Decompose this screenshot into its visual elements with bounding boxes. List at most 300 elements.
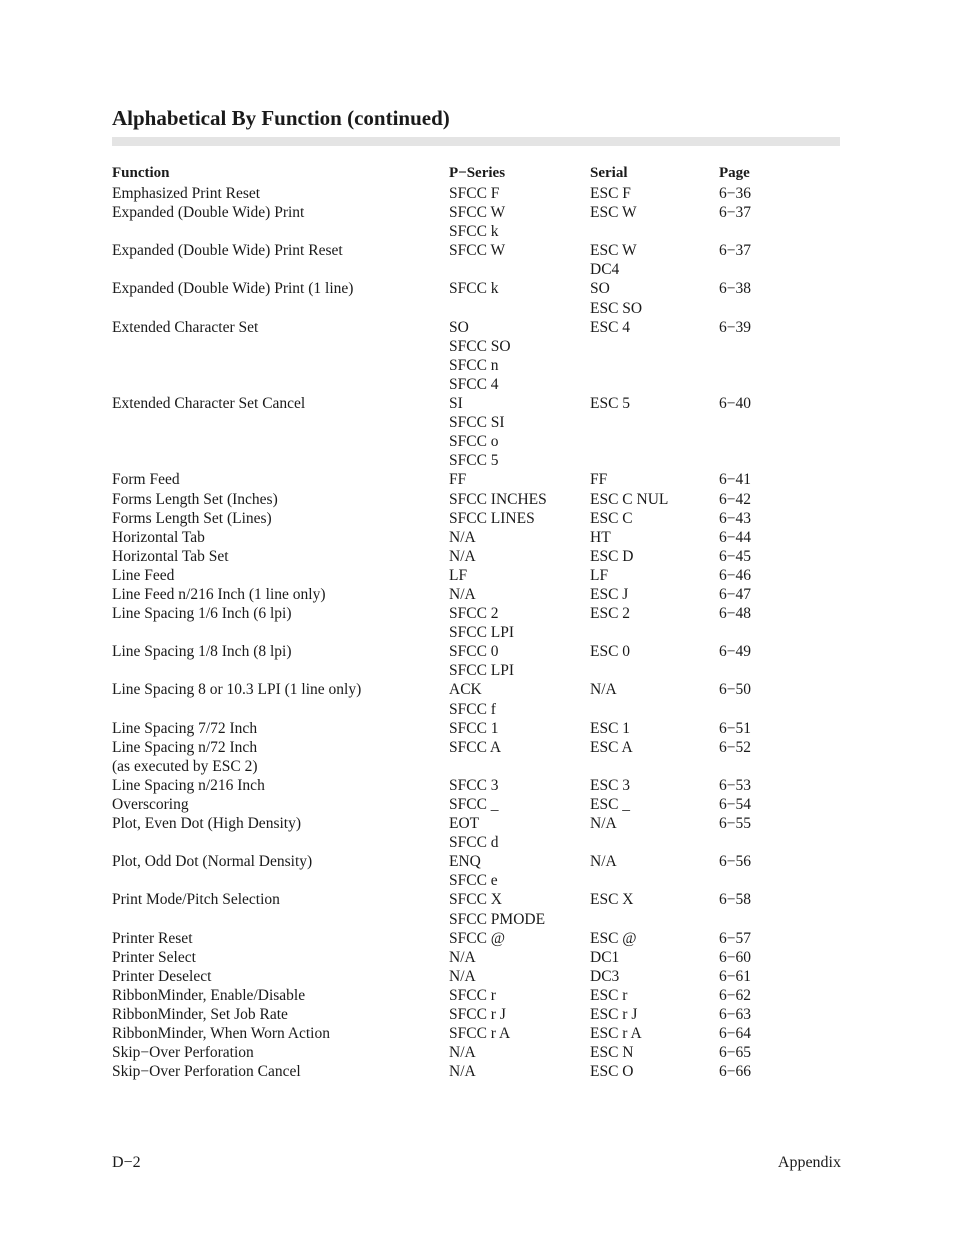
cell-page: [719, 604, 799, 642]
cell-pseries: [449, 394, 590, 470]
cell-page: [719, 490, 799, 509]
cell-pseries: [449, 776, 590, 795]
cell-line: Extended Character Set: [112, 318, 259, 336]
cell-line: (as executed by ESC 2): [112, 757, 258, 775]
cell-serial: [590, 642, 719, 680]
cell-function: [112, 814, 449, 852]
cell-serial: [590, 1005, 719, 1024]
cell-line: LF: [449, 566, 468, 584]
cell-pseries: [449, 279, 590, 317]
cell-line: SFCC W: [449, 242, 506, 260]
cell-line: SFCC 2: [449, 605, 499, 623]
cell-line: SFCC LPI: [449, 624, 515, 642]
table-row: [112, 890, 840, 928]
cell-line: SFCC o: [449, 433, 499, 451]
cell-line: ESC r: [590, 986, 628, 1004]
cell-page: [719, 394, 799, 470]
cell-line: 6−47: [719, 585, 751, 603]
cell-line: SFCC F: [449, 185, 500, 202]
cell-pseries: [449, 1062, 590, 1081]
cell-line: ESC J: [590, 585, 629, 603]
table-row: [112, 509, 840, 528]
cell-line: SFCC n: [449, 356, 499, 374]
cell-pseries: [449, 814, 590, 852]
table-row: [112, 680, 840, 718]
cell-page: [719, 890, 799, 928]
table-row: [112, 795, 840, 814]
cell-line: 6−43: [719, 509, 751, 527]
table-header: [112, 162, 840, 184]
cell-pseries: [449, 929, 590, 948]
cell-line: SI: [449, 395, 463, 413]
cell-line: 6−62: [719, 986, 751, 1004]
table-row: [112, 1062, 840, 1081]
cell-page: [719, 184, 799, 203]
cell-function: [112, 528, 449, 547]
cell-line: ESC N: [590, 1044, 634, 1062]
table-row: [112, 241, 840, 279]
cell-serial: [590, 604, 719, 642]
cell-serial: [590, 890, 719, 928]
cell-page: [719, 566, 799, 585]
cell-line: ESC C NUL: [590, 490, 669, 508]
cell-function: [112, 203, 449, 241]
cell-serial: [590, 566, 719, 585]
cell-pseries: [449, 528, 590, 547]
cell-serial: [590, 719, 719, 738]
table-row: [112, 1043, 840, 1062]
table-body: [112, 184, 840, 1081]
cell-page: [719, 585, 799, 604]
cell-line: N/A: [590, 815, 617, 833]
cell-line: Line Spacing 8 or 10.3 LPI (1 line only): [112, 681, 362, 699]
header-function: Function: [112, 165, 170, 181]
cell-line: 6−58: [719, 891, 751, 909]
cell-line: ESC 2: [590, 605, 631, 623]
cell-line: DC4: [590, 261, 620, 279]
cell-line: SFCC SO: [449, 337, 511, 355]
cell-line: ESC 1: [590, 719, 631, 737]
cell-line: 6−64: [719, 1025, 751, 1043]
cell-serial: [590, 585, 719, 604]
cell-line: Line Spacing 7/72 Inch: [112, 719, 258, 737]
cell-page: [719, 509, 799, 528]
cell-line: ESC O: [590, 1063, 634, 1081]
cell-page: [719, 814, 799, 852]
cell-line: 6−37: [719, 204, 751, 222]
cell-line: Line Spacing 1/6 Inch (6 lpi): [112, 605, 292, 623]
cell-line: 6−36: [719, 185, 751, 202]
cell-line: HT: [590, 528, 611, 546]
cell-pseries: [449, 509, 590, 528]
cell-line: ENQ: [449, 853, 481, 871]
cell-page: [719, 1062, 799, 1081]
cell-pseries: [449, 642, 590, 680]
cell-line: 6−37: [719, 242, 751, 260]
cell-pseries: [449, 967, 590, 986]
cell-line: SFCC LINES: [449, 509, 535, 527]
table-row: [112, 738, 840, 776]
function-table: [112, 162, 840, 1081]
cell-pseries: [449, 890, 590, 928]
cell-page: [719, 1043, 799, 1062]
header-page: Page: [719, 165, 750, 181]
cell-line: SFCC W: [449, 204, 506, 222]
cell-serial: [590, 776, 719, 795]
cell-line: 6−53: [719, 776, 751, 794]
cell-page: [719, 642, 799, 680]
cell-serial: [590, 814, 719, 852]
cell-line: FF: [590, 471, 608, 489]
page-title: Alphabetical By Function (continued): [112, 106, 450, 130]
cell-line: SFCC 0: [449, 643, 499, 661]
cell-page: [719, 318, 799, 394]
cell-line: Forms Length Set (Inches): [112, 490, 278, 508]
cell-line: DC1: [590, 948, 620, 966]
cell-line: ESC F: [590, 185, 631, 202]
cell-line: SFCC f: [449, 700, 496, 718]
cell-line: SFCC e: [449, 872, 498, 890]
cell-page: [719, 795, 799, 814]
cell-function: [112, 948, 449, 967]
cell-pseries: [449, 470, 590, 489]
cell-line: SFCC r A: [449, 1025, 511, 1043]
cell-line: EOT: [449, 815, 480, 833]
cell-serial: [590, 967, 719, 986]
cell-page: [719, 241, 799, 279]
table-row: [112, 948, 840, 967]
cell-line: ESC r J: [590, 1006, 638, 1024]
cell-line: 6−54: [719, 796, 751, 813]
cell-serial: [590, 241, 719, 279]
cell-line: Expanded (Double Wide) Print (1 line): [112, 280, 354, 298]
cell-line: 6−51: [719, 719, 751, 737]
table-row: [112, 490, 840, 509]
cell-line: FF: [449, 471, 467, 489]
cell-function: [112, 929, 449, 948]
cell-serial: [590, 852, 719, 890]
table-row: [112, 203, 840, 241]
title-rule: [112, 137, 840, 146]
cell-line: SFCC @: [449, 929, 506, 947]
cell-line: SFCC d: [449, 834, 499, 852]
table-row: [112, 776, 840, 795]
cell-serial: [590, 470, 719, 489]
cell-line: Printer Deselect: [112, 967, 212, 985]
cell-line: SFCC 1: [449, 719, 499, 737]
cell-line: Expanded (Double Wide) Print: [112, 204, 305, 222]
cell-line: SFCC k: [449, 280, 499, 298]
table-row: [112, 852, 840, 890]
cell-pseries: [449, 490, 590, 509]
cell-page: [719, 948, 799, 967]
cell-function: [112, 318, 449, 394]
cell-line: ESC 3: [590, 776, 631, 794]
cell-serial: [590, 279, 719, 317]
cell-line: N/A: [590, 853, 617, 871]
cell-serial: [590, 795, 719, 814]
cell-function: [112, 890, 449, 928]
cell-pseries: [449, 680, 590, 718]
cell-line: SFCC INCHES: [449, 490, 547, 508]
cell-pseries: [449, 604, 590, 642]
cell-line: Skip−Over Perforation Cancel: [112, 1063, 301, 1081]
cell-line: ESC 4: [590, 318, 631, 336]
cell-pseries: [449, 1005, 590, 1024]
cell-line: RibbonMinder, When Worn Action: [112, 1025, 330, 1043]
cell-serial: [590, 738, 719, 776]
cell-line: Plot, Even Dot (High Density): [112, 815, 301, 833]
cell-line: Line Spacing 1/8 Inch (8 lpi): [112, 643, 292, 661]
cell-pseries: [449, 585, 590, 604]
cell-function: [112, 241, 449, 279]
cell-pseries: [449, 184, 590, 203]
cell-pseries: [449, 241, 590, 279]
table-row: [112, 394, 840, 470]
cell-serial: [590, 490, 719, 509]
cell-line: SFCC X: [449, 891, 502, 909]
cell-line: 6−45: [719, 547, 751, 565]
table-row: [112, 642, 840, 680]
cell-function: [112, 490, 449, 509]
cell-line: SFCC 4: [449, 375, 499, 393]
cell-function: [112, 184, 449, 203]
cell-pseries: [449, 948, 590, 967]
table-row: [112, 604, 840, 642]
table-row: [112, 470, 840, 489]
cell-page: [719, 528, 799, 547]
cell-line: N/A: [449, 948, 476, 966]
cell-pseries: [449, 795, 590, 814]
cell-serial: [590, 1043, 719, 1062]
cell-serial: [590, 680, 719, 718]
cell-line: N/A: [449, 528, 476, 546]
cell-line: SFCC k: [449, 223, 499, 241]
cell-line: Plot, Odd Dot (Normal Density): [112, 853, 313, 871]
cell-pseries: [449, 547, 590, 566]
cell-line: Printer Select: [112, 948, 196, 966]
cell-line: 6−61: [719, 967, 751, 985]
cell-line: Line Spacing n/216 Inch: [112, 776, 265, 794]
cell-serial: [590, 929, 719, 948]
cell-line: Skip−Over Perforation: [112, 1044, 254, 1062]
cell-function: [112, 986, 449, 1005]
table-row: [112, 967, 840, 986]
section-name: Appendix: [777, 1154, 841, 1171]
cell-function: [112, 680, 449, 718]
cell-line: 6−41: [719, 471, 751, 489]
cell-line: SO: [449, 318, 469, 336]
cell-page: [719, 203, 799, 241]
cell-pseries: [449, 1043, 590, 1062]
cell-line: ESC 5: [590, 395, 631, 413]
cell-page: [719, 470, 799, 489]
cell-serial: [590, 184, 719, 203]
header-pseries: P−Series: [449, 165, 506, 181]
cell-line: 6−40: [719, 395, 751, 413]
table-row: [112, 528, 840, 547]
cell-line: 6−39: [719, 318, 751, 336]
cell-line: SFCC PMODE: [449, 910, 546, 928]
cell-line: DC3: [590, 967, 620, 985]
cell-serial: [590, 948, 719, 967]
cell-serial: [590, 986, 719, 1005]
cell-pseries: [449, 738, 590, 776]
cell-function: [112, 585, 449, 604]
table-row: [112, 585, 840, 604]
table-row: [112, 279, 840, 317]
cell-line: Horizontal Tab Set: [112, 547, 229, 565]
cell-function: [112, 509, 449, 528]
cell-function: [112, 566, 449, 585]
cell-serial: [590, 394, 719, 470]
table-row: [112, 929, 840, 948]
cell-function: [112, 642, 449, 680]
cell-line: 6−48: [719, 605, 751, 623]
cell-serial: [590, 509, 719, 528]
cell-function: [112, 604, 449, 642]
cell-line: N/A: [590, 681, 617, 699]
cell-pseries: [449, 1024, 590, 1043]
cell-line: 6−60: [719, 948, 751, 966]
cell-page: [719, 547, 799, 566]
cell-line: ESC r A: [590, 1025, 642, 1043]
cell-page: [719, 680, 799, 718]
cell-page: [719, 929, 799, 948]
cell-function: [112, 279, 449, 317]
cell-line: N/A: [449, 1044, 476, 1062]
cell-function: [112, 470, 449, 489]
cell-line: Extended Character Set Cancel: [112, 395, 306, 413]
cell-line: N/A: [449, 967, 476, 985]
cell-pseries: [449, 203, 590, 241]
cell-line: Form Feed: [112, 471, 180, 489]
cell-line: ESC 0: [590, 643, 631, 661]
cell-line: ESC _: [590, 796, 631, 813]
cell-page: [719, 1005, 799, 1024]
cell-pseries: [449, 566, 590, 585]
cell-line: 6−56: [719, 853, 751, 871]
table-row: [112, 184, 840, 203]
table-row: [112, 318, 840, 394]
cell-page: [719, 776, 799, 795]
cell-line: ESC SO: [590, 299, 643, 317]
cell-serial: [590, 528, 719, 547]
cell-line: SFCC _: [449, 796, 499, 813]
cell-page: [719, 852, 799, 890]
cell-line: Line Spacing n/72 Inch: [112, 738, 258, 756]
cell-serial: [590, 203, 719, 241]
table-row: [112, 986, 840, 1005]
cell-function: [112, 1024, 449, 1043]
cell-line: N/A: [449, 547, 476, 565]
cell-line: Overscoring: [112, 796, 189, 813]
cell-page: [719, 719, 799, 738]
cell-line: Emphasized Print Reset: [112, 185, 261, 202]
cell-line: Print Mode/Pitch Selection: [112, 891, 280, 909]
table-row: [112, 1005, 840, 1024]
cell-line: ESC D: [590, 547, 634, 565]
table-row: [112, 566, 840, 585]
cell-function: [112, 852, 449, 890]
cell-line: 6−66: [719, 1063, 751, 1081]
cell-line: RibbonMinder, Enable/Disable: [112, 986, 306, 1004]
cell-line: SFCC r J: [449, 1006, 506, 1024]
cell-line: Forms Length Set (Lines): [112, 509, 272, 527]
cell-line: Line Feed n/216 Inch (1 line only): [112, 585, 326, 603]
cell-line: ESC W: [590, 242, 637, 260]
cell-line: Line Feed: [112, 566, 175, 584]
cell-function: [112, 795, 449, 814]
cell-page: [719, 279, 799, 317]
cell-serial: [590, 547, 719, 566]
cell-line: 6−46: [719, 566, 751, 584]
cell-line: SFCC SI: [449, 414, 505, 432]
cell-serial: [590, 1062, 719, 1081]
cell-line: 6−65: [719, 1044, 751, 1062]
cell-page: [719, 1024, 799, 1043]
cell-line: 6−57: [719, 929, 751, 947]
cell-line: Expanded (Double Wide) Print Reset: [112, 242, 343, 260]
table-row: [112, 547, 840, 566]
cell-function: [112, 1005, 449, 1024]
header-serial: Serial: [590, 165, 628, 181]
cell-line: Horizontal Tab: [112, 528, 205, 546]
cell-line: ESC W: [590, 204, 637, 222]
cell-line: SFCC LPI: [449, 662, 515, 680]
cell-serial: [590, 1024, 719, 1043]
cell-function: [112, 1062, 449, 1081]
cell-line: 6−44: [719, 528, 751, 546]
cell-function: [112, 1043, 449, 1062]
cell-line: 6−49: [719, 643, 751, 661]
cell-line: 6−52: [719, 738, 751, 756]
cell-pseries: [449, 852, 590, 890]
table-row: [112, 719, 840, 738]
cell-line: ESC X: [590, 891, 634, 909]
cell-line: ACK: [449, 681, 482, 699]
cell-line: 6−38: [719, 280, 751, 298]
cell-function: [112, 394, 449, 470]
cell-line: ESC @: [590, 929, 637, 947]
cell-function: [112, 967, 449, 986]
cell-line: SFCC 5: [449, 452, 499, 470]
cell-line: LF: [590, 566, 609, 584]
cell-function: [112, 776, 449, 795]
cell-line: ESC C: [590, 509, 633, 527]
cell-line: SO: [590, 280, 610, 298]
cell-line: RibbonMinder, Set Job Rate: [112, 1006, 288, 1024]
cell-line: 6−55: [719, 815, 751, 833]
cell-line: SFCC 3: [449, 776, 499, 794]
page-number: D−2: [112, 1154, 141, 1171]
cell-line: Printer Reset: [112, 929, 193, 947]
cell-line: ESC A: [590, 738, 633, 756]
cell-line: SFCC r: [449, 986, 496, 1004]
cell-pseries: [449, 318, 590, 394]
cell-function: [112, 738, 449, 776]
cell-page: [719, 738, 799, 776]
table-row: [112, 814, 840, 852]
cell-page: [719, 986, 799, 1005]
cell-pseries: [449, 986, 590, 1005]
cell-page: [719, 967, 799, 986]
cell-function: [112, 719, 449, 738]
cell-line: SFCC A: [449, 738, 502, 756]
table-row: [112, 1024, 840, 1043]
cell-line: 6−63: [719, 1006, 751, 1024]
cell-line: N/A: [449, 1063, 476, 1081]
